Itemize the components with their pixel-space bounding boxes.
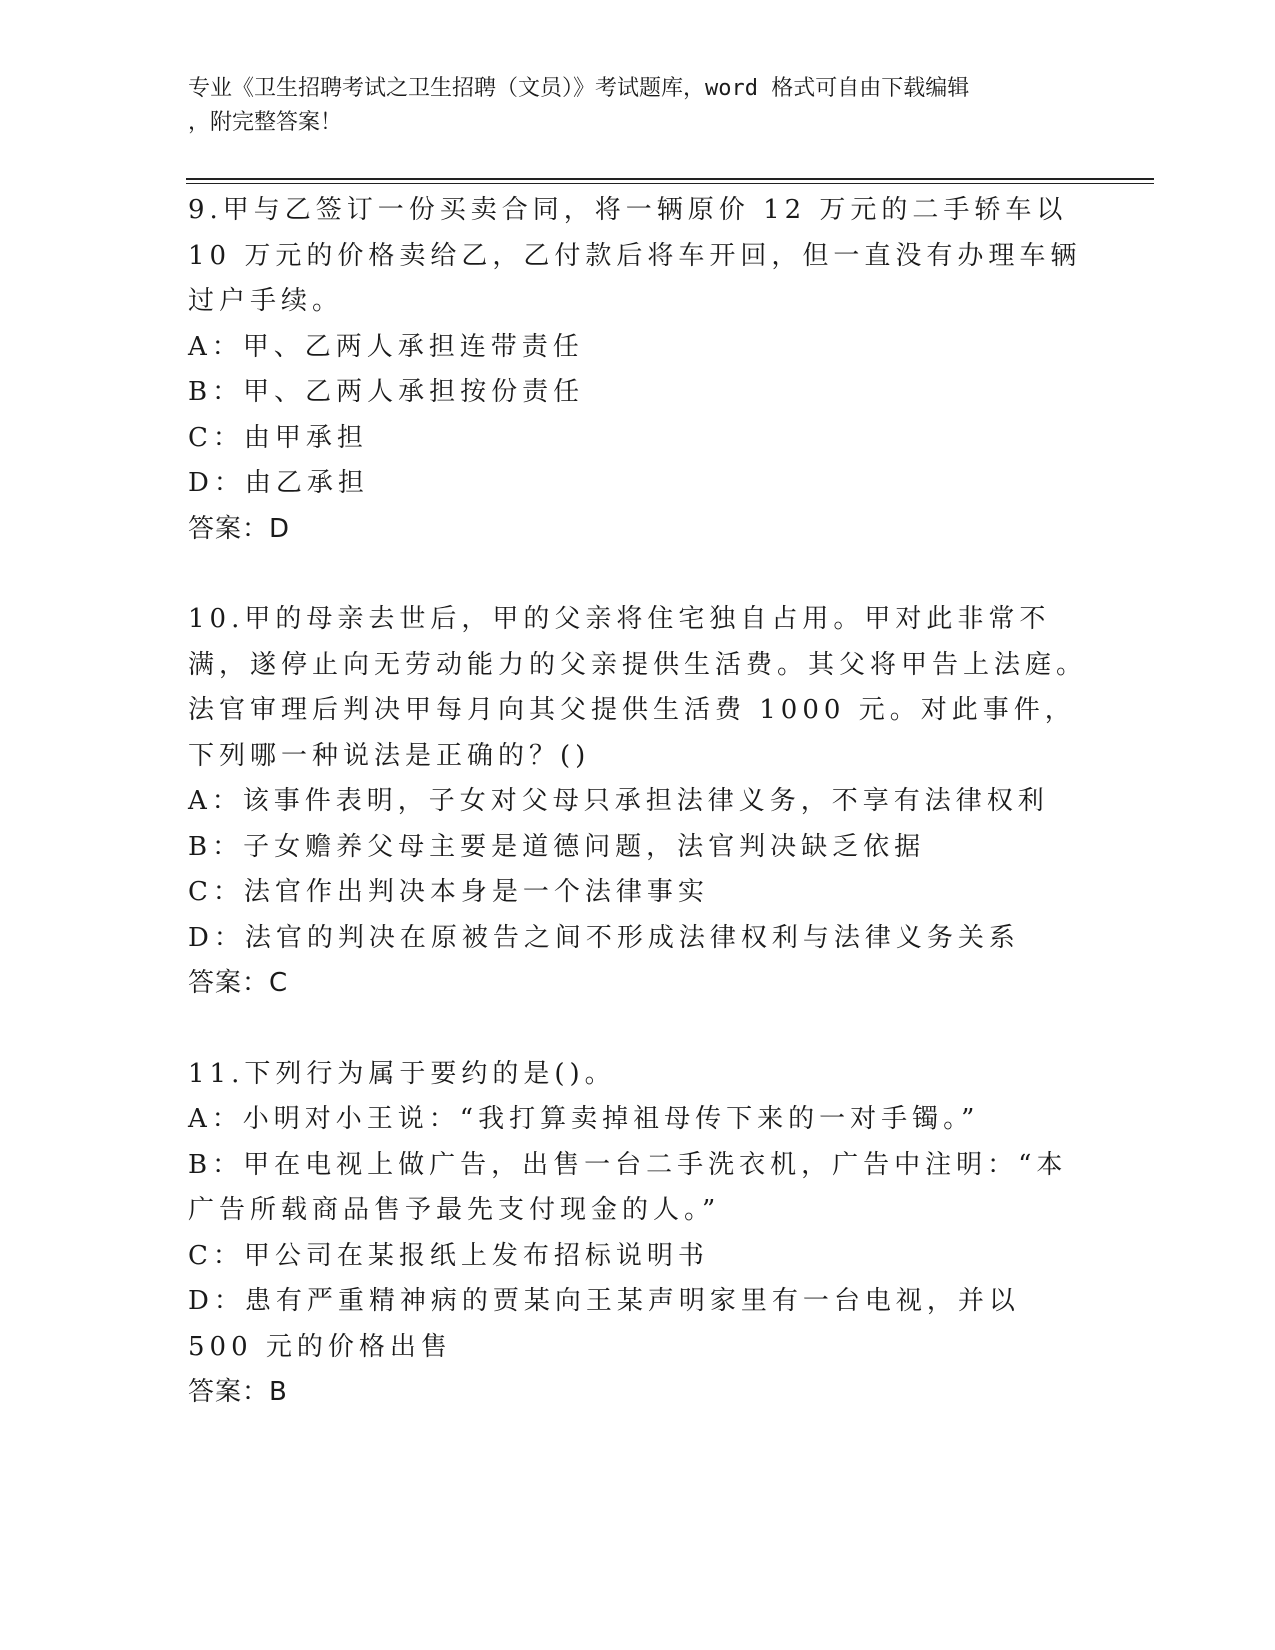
option-b: B：甲在电视上做广告，出售一台二手洗衣机，广告中注明：“本广告所载商品售予最先支付现金的人。” xyxy=(188,1149,1068,1225)
option-d: D：患有严重精神病的贾某向王某声明家里有一台电视，并以 500 元的价格出售 xyxy=(188,1286,1020,1362)
option-c: C：甲公司在某报纸上发布招标说明书 xyxy=(188,1240,709,1271)
question-list xyxy=(188,188,1088,1416)
option-d: D：由乙承担 xyxy=(188,468,369,498)
question-stem: 10.甲的母亲去世后，甲的父亲将住宅独自占用。甲对此非常不满，遂停止向无劳动能力的父亲提供生活费。其父将甲告上法庭。法官审理后判决甲每月向其父提供生活费 1000 元。对此事件，下列哪一种说法是正确的？() xyxy=(188,604,1088,771)
question-stem: 11.下列行为属于要约的是()。 xyxy=(188,1058,616,1089)
answer-line: 答案：D xyxy=(188,513,291,544)
question-spacer xyxy=(188,1007,1088,1052)
option-c: C：由甲承担 xyxy=(188,422,368,453)
option-b: B：甲、乙两人承担按份责任 xyxy=(188,377,585,407)
option-c: C：法官作出判决本身是一个法律事实 xyxy=(188,877,709,907)
option-b: B：子女赡养父母主要是道德问题，法官判决缺乏依据 xyxy=(188,831,926,862)
option-a: A：小明对小王说：“我打算卖掉祖母传下来的一对手镯。” xyxy=(188,1104,980,1134)
question-stem: 9.甲与乙签订一份买卖合同，将一辆原价 12 万元的二手轿车以 10 万元的价格卖给乙，乙付款后将车开回，但一直没有办理车辆过户手续。 xyxy=(188,195,1082,316)
question-item xyxy=(188,1052,1088,1416)
answer-line: 答案：B xyxy=(188,1377,288,1407)
header-divider-thin xyxy=(186,183,1154,184)
question-item xyxy=(188,188,1088,552)
option-a: A：甲、乙两人承担连带责任 xyxy=(188,331,584,362)
option-d: D：法官的判决在原被告之间不形成法律权利与法律义务关系 xyxy=(188,922,1020,953)
answer-line: 答案：C xyxy=(188,968,289,998)
header-divider-thick xyxy=(186,178,1154,180)
option-a: A：该事件表明，子女对父母只承担法律义务，不享有法律权利 xyxy=(188,786,1049,816)
document-header: 专业《卫生招聘考试之卫生招聘（文员）》考试题库，word 格式可自由下载编辑 ，附完整答案！ xyxy=(188,76,970,135)
question-spacer xyxy=(188,552,1088,597)
question-item xyxy=(188,597,1088,1007)
